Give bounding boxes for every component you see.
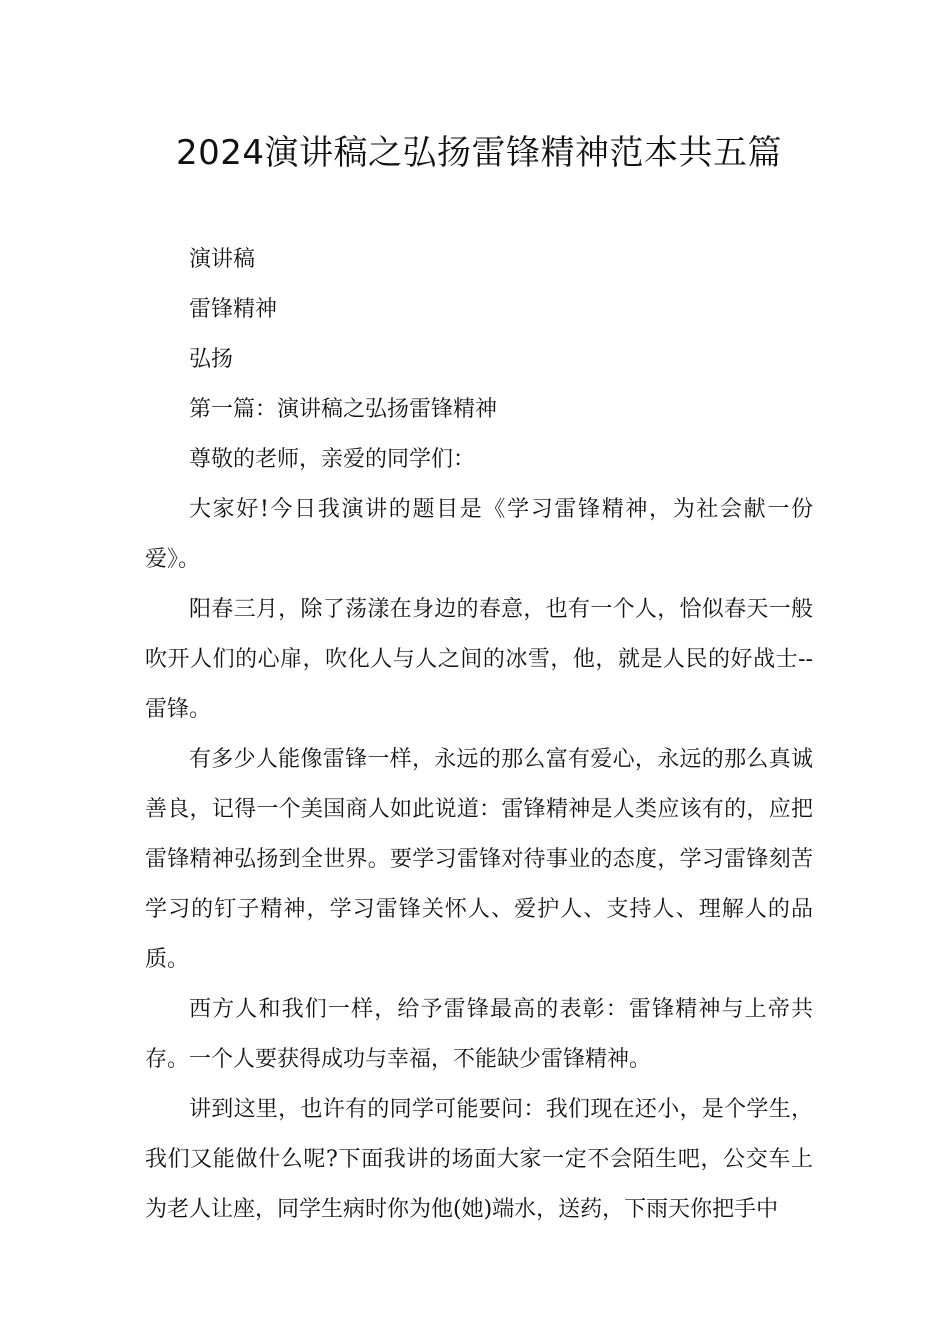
section-heading: 第一篇：演讲稿之弘扬雷锋精神 — [189, 397, 498, 422]
paragraph: 讲到这里，也许有的同学可能要问：我们现在还小，是个学生，我们又能做什么呢?下面我讲的场面大家一定不会陌生吧，公交车上为老人让座，同学生病时你为他(她)端水，送药，下雨天你把手中 — [145, 1097, 813, 1222]
paragraph: 有多少人能像雷锋一样，永远的那么富有爱心，永远的那么真诚善良，记得一个美国商人如此说道：雷锋精神是人类应该有的，应把雷锋精神弘扬到全世界。要学习雷锋对待事业的态度，学习雷锋刻苦学习的钉子精神，学习雷锋关怀人、爱护人、支持人、理解人的品质。 — [145, 747, 813, 972]
paragraph-keyword-3: 弘扬 — [189, 347, 234, 372]
paragraph: 西方人和我们一样，给予雷锋最高的表彰：雷锋精神与上帝共存。一个人要获得成功与幸福，不能缺少雷锋精神。 — [145, 997, 813, 1072]
salutation: 尊敬的老师，亲爱的同学们： — [189, 447, 476, 472]
paragraph: 大家好!今日我演讲的题目是《学习雷锋精神，为社会献一份爱》。 — [145, 497, 813, 572]
paragraph-keyword-1: 演讲稿 — [189, 247, 256, 272]
paragraph: 阳春三月，除了荡漾在身边的春意，也有一个人，恰似春天一般吹开人们的心扉，吹化人与人之间的冰雪，他，就是人民的好战士--雷锋。 — [145, 597, 813, 722]
paragraph-keyword-2: 雷锋精神 — [189, 297, 278, 322]
document-title: 2024演讲稿之弘扬雷锋精神范本共五篇 — [175, 133, 783, 173]
document-body — [145, 235, 813, 1235]
